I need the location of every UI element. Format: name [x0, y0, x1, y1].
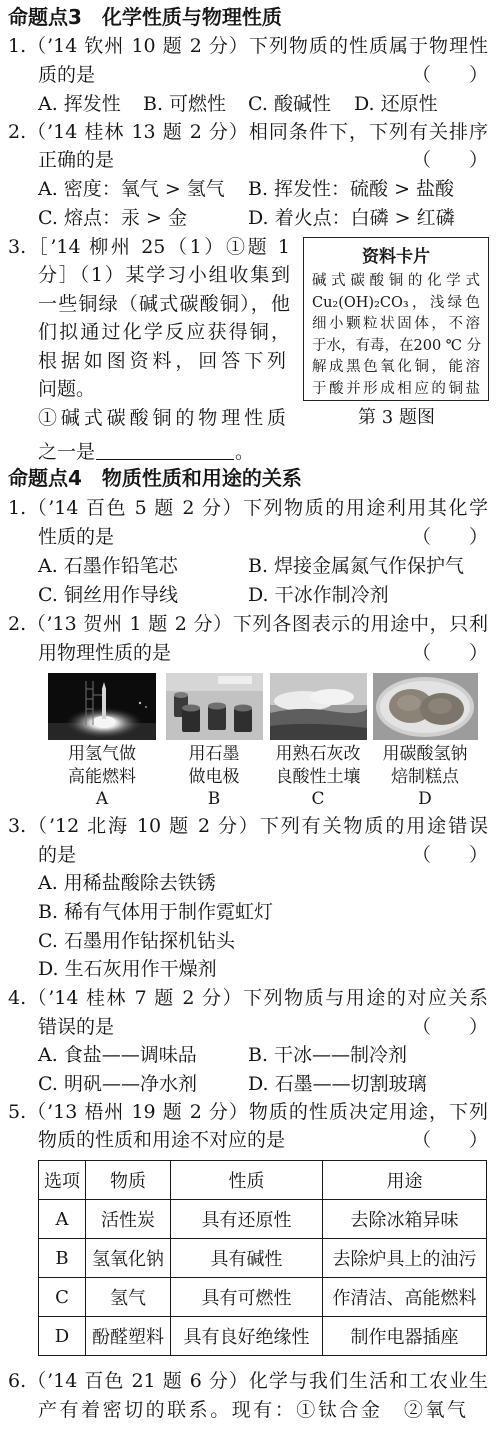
cakes-image: [373, 673, 478, 740]
distant-light: [145, 706, 147, 708]
question-stem-line: 5.（’13 梧州 19 题 2 分）物质的性质决定用途，下列: [8, 1101, 488, 1123]
question-stem-line: 6.（’14 百色 21 题 6 分）化学与我们生活和工农业生: [8, 1370, 488, 1392]
cake-highlight: [428, 698, 452, 714]
fill-in-suffix: 。: [235, 441, 255, 463]
option-b: B. 干冰——制冷剂: [248, 1044, 408, 1066]
battery-cell: [182, 708, 200, 732]
option-d: D. 干冰作制冷剂: [248, 584, 389, 606]
option-a: A. 石墨作铅笔芯: [38, 555, 178, 577]
question-stem-line: 3.［’14 柳州 25（1）①题 1: [8, 236, 290, 258]
rocket-body: [102, 689, 106, 719]
question-stem-line: 3.（’12 北海 10 题 2 分）下列有关物质的用途错误: [8, 815, 488, 837]
option-a: A. 挥发性: [38, 93, 121, 115]
table-cell: 具有良好绝缘性: [171, 1317, 323, 1356]
figure-caption: 第 3 题图: [358, 407, 435, 428]
cake-highlight: [397, 695, 421, 711]
picture-caption: 做电极: [188, 767, 240, 787]
table-cell: 去除冰箱异味: [323, 1200, 487, 1239]
option-c: C. 铜丝用作导线: [38, 584, 178, 606]
option-d: D. 石墨——切割玻璃: [248, 1073, 427, 1095]
option-d: D. 生石灰用作干燥剂: [38, 958, 217, 980]
table-row: [39, 1200, 487, 1239]
section-heading: 命题点3 化学性质与物理性质: [8, 5, 282, 29]
fill-in-prefix: 之一是: [38, 441, 96, 463]
question-stem-line: 1.（’14 百色 5 题 2 分）下列物质的用途利用其化学: [8, 497, 488, 519]
table-cell: 具有还原性: [171, 1200, 323, 1239]
battery-top: [234, 705, 252, 712]
option-a: A. 密度：氧气 > 氢气: [38, 178, 225, 200]
field-image: [270, 673, 367, 740]
answer-bracket: （ ）: [411, 64, 488, 86]
table-header-cell: 物质: [86, 1161, 171, 1200]
table-cell: 活性炭: [86, 1200, 171, 1239]
picture-letter: C: [311, 789, 325, 809]
question-stem-line: 性质的是: [38, 526, 115, 548]
picture-caption: 用熟石灰改: [275, 744, 361, 764]
table-header-cell: 用途: [323, 1161, 487, 1200]
question-stem-line: 2.（’14 桂林 13 题 2 分）相同条件下，下列有关排序: [8, 121, 488, 143]
question-stem-line: 们拟通过化学反应获得铜，: [38, 321, 290, 343]
battery-top: [182, 705, 200, 712]
answer-bracket: （ ）: [411, 642, 488, 664]
question-stem-line: 2.（’13 贺州 1 题 2 分）下列各图表示的用途中，只利: [8, 613, 488, 635]
picture-caption: 用碳酸氢钠: [382, 744, 468, 764]
photo-graphite-electrodes: [166, 673, 263, 740]
option-d: D. 还原性: [354, 93, 438, 115]
lime-cloud: [310, 689, 354, 705]
table-cell: 制作电器插座: [323, 1317, 487, 1356]
question-stem-line: 的是: [38, 844, 77, 866]
battery-image: [166, 673, 263, 740]
table-cell: 氢氧化钠: [86, 1239, 171, 1278]
battery-cell: [208, 706, 226, 730]
option-c: C. 酸碱性: [248, 93, 331, 115]
table-cell: 去除炉具上的油污: [323, 1239, 487, 1278]
question-stem-line: 根据如图资料，回答下列: [38, 350, 286, 372]
question-stem-line: 问题。: [38, 378, 96, 400]
option-b: B. 稀有气体用于制作霓虹灯: [38, 901, 274, 923]
info-card-line: 解成黑色氧化铜，能溶: [312, 359, 480, 375]
answer-blank: [96, 439, 234, 460]
table-row: [39, 1317, 487, 1356]
table-header-cell: 性质: [171, 1161, 323, 1200]
option-c: C. 熔点：汞 > 金: [38, 207, 187, 229]
table-cell: 具有碱性: [171, 1239, 323, 1278]
question-stem-line: 正确的是: [38, 149, 115, 171]
info-card: [303, 237, 489, 401]
option-b: B. 焊接金属氮气作保护气: [248, 555, 465, 577]
picture-letter: A: [95, 789, 109, 809]
table-cell: B: [39, 1239, 86, 1278]
answer-bracket: （ ）: [411, 149, 488, 171]
battery-top: [208, 703, 226, 710]
table-row: [39, 1239, 487, 1278]
question-stem-line: 产有着密切的联系。现有：①钛合金 ②氧气: [38, 1399, 466, 1421]
option-d: D. 着火点：白磷 > 红磷: [248, 207, 455, 229]
question-stem-line: 分］（1）某学习小组收集到: [38, 264, 290, 286]
info-card-title: 资料卡片: [362, 247, 430, 267]
answer-bracket: （ ）: [411, 844, 488, 866]
question-stem-line: 用物理性质的是: [38, 642, 172, 664]
picture-caption: 高能燃料: [68, 767, 136, 787]
picture-letter: D: [418, 789, 432, 809]
info-card-line: Cu₂(OH)₂CO₃，浅绿色: [312, 294, 480, 311]
label-strip: [218, 676, 252, 684]
photo-hydrogen-rocket-launch: [48, 673, 156, 740]
rocket-launch-image: [48, 673, 156, 740]
question-stem-line: 一些铜绿（碱式碳酸铜），他: [38, 293, 290, 315]
picture-caption: 焙制糕点: [391, 767, 459, 787]
info-card-line: 细小颗粒状固体，不溶: [312, 316, 480, 332]
battery-top: [174, 692, 188, 698]
table-cell: C: [39, 1278, 86, 1317]
question-stem-line: 4.（’14 桂林 7 题 2 分）下列物质与用途的对应关系: [8, 987, 488, 1009]
question-stem-line: ①碱式碳酸铜的物理性质: [38, 407, 286, 429]
picture-letter: B: [207, 789, 221, 809]
table-cell: 氢气: [86, 1278, 171, 1317]
photo-slaked-lime-soil: [270, 673, 367, 740]
question-stem-line: 质的是: [38, 64, 96, 86]
info-card-line: 于酸并形成相应的铜盐: [312, 380, 480, 397]
picture-caption: 用氢气做: [68, 744, 136, 764]
picture-caption: 用石墨: [188, 744, 240, 764]
photo-baked-cakes: [373, 673, 478, 740]
fill-in-line: [38, 438, 254, 466]
picture-caption: 良酸性土壤: [275, 767, 361, 787]
info-card-line: 碱式碳酸铜的化学式: [312, 273, 480, 289]
section-heading: 命题点4 物质性质和用途的关系: [8, 466, 302, 490]
question-stem-line: 物质的性质和用途不对应的是: [38, 1129, 286, 1151]
question-stem-line: 错误的是: [38, 1016, 115, 1038]
info-card-line: 于水，有毒，在200 ℃ 分: [312, 337, 482, 354]
option-c: C. 石墨用作钻探机钻头: [38, 930, 235, 952]
option-b: B. 可燃性: [143, 93, 227, 115]
table-header-row: [39, 1161, 487, 1200]
option-c: C. 明矾——净水剂: [38, 1073, 197, 1095]
answer-bracket: （ ）: [411, 1129, 488, 1151]
answer-bracket: （ ）: [411, 526, 488, 548]
table-cell: 具有可燃性: [171, 1278, 323, 1317]
property-use-table: [38, 1160, 487, 1356]
battery-cell: [234, 708, 252, 732]
table-cell: A: [39, 1200, 86, 1239]
table-cell: D: [39, 1317, 86, 1356]
option-a: A. 用稀盐酸除去铁锈: [38, 872, 216, 894]
option-b: B. 挥发性：硫酸 > 盐酸: [248, 178, 455, 200]
table-header-cell: 选项: [39, 1161, 86, 1200]
table-cell: 作清洁、高能燃料: [323, 1278, 487, 1317]
option-a: A. 食盐——调味品: [38, 1044, 197, 1066]
table-cell: 酚醛塑料: [86, 1317, 171, 1356]
table-row: [39, 1278, 487, 1317]
question-stem-line: 1.（’14 钦州 10 题 2 分）下列物质的性质属于物理性: [8, 35, 488, 57]
distant-light: [139, 702, 141, 704]
answer-bracket: （ ）: [411, 1016, 488, 1038]
